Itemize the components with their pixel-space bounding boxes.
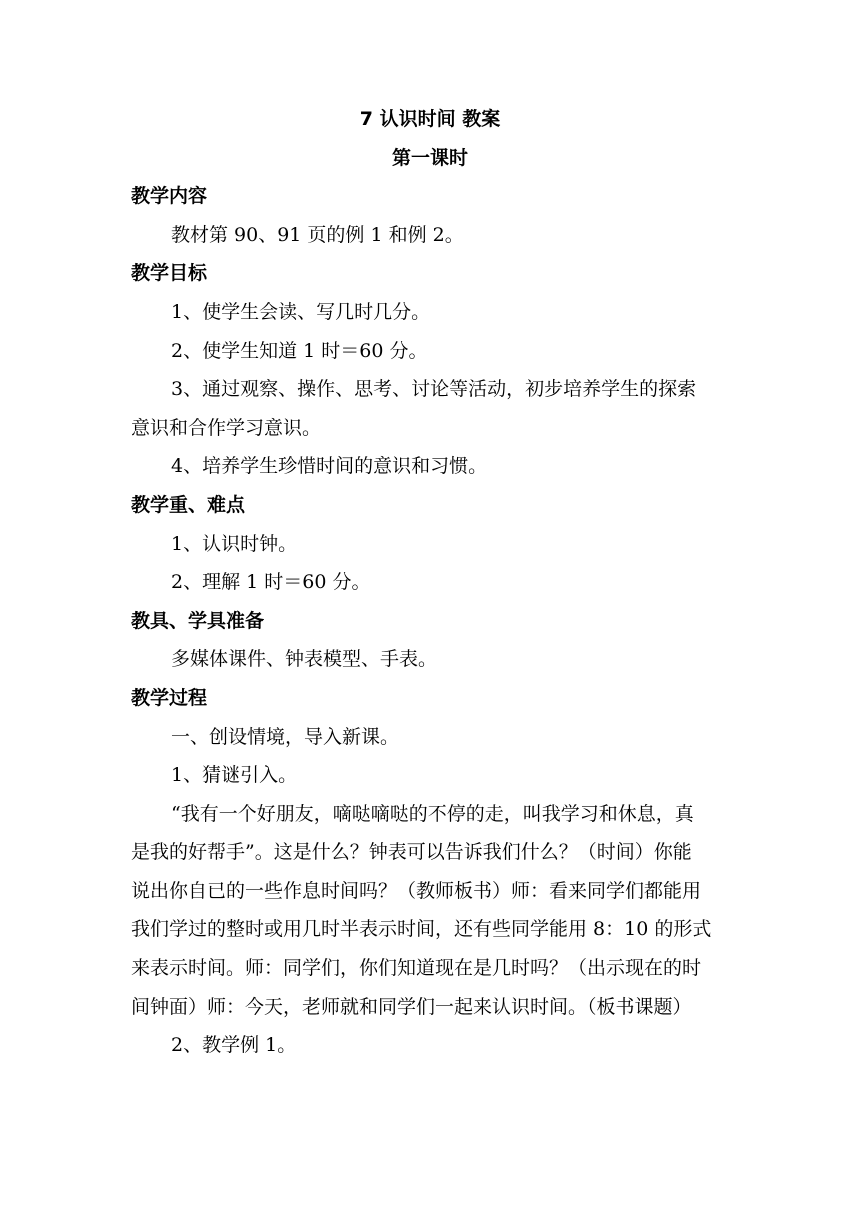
section-heading-content: 教学内容 (131, 185, 208, 208)
process-step-1-2: 2、教学例 1。 (171, 1034, 297, 1057)
process-step-1: 一、创设情境，导入新课。 (171, 725, 400, 748)
document-subtitle: 第一课时 (391, 146, 468, 169)
riddle-paragraph (131, 795, 729, 1027)
section-heading-materials: 教具、学具准备 (131, 609, 265, 632)
goal-item-4: 4、培养学生珍惜时间的意识和习惯。 (171, 455, 488, 478)
section-heading-key-points: 教学重、难点 (131, 493, 246, 516)
key-point-1: 1、认识时钟。 (171, 532, 298, 555)
paragraph-line: 说出你自已的一些作息时间吗？（教师板书）师：看来同学们都能用 (131, 879, 702, 902)
goal-item-3-line-2: 意识和合作学习意识。 (131, 416, 322, 439)
goal-item-1: 1、使学生会读、写几时几分。 (171, 300, 431, 323)
content-text: 教材第 90、91 页的例 1 和例 2。 (171, 223, 464, 246)
document-body (131, 100, 729, 1065)
goal-item-3-line-1: 3、通过观察、操作、思考、讨论等活动，初步培养学生的探索 (171, 378, 697, 401)
section-heading-goals: 教学目标 (131, 262, 208, 285)
key-point-2: 2、理解 1 时＝60 分。 (171, 571, 371, 594)
paragraph-line: 我们学过的整时或用几时半表示时间，还有些同学能用 8：10 的形式 (131, 918, 712, 941)
paragraph-line: 来表示时间。师：同学们，你们知道现在是几时吗？（出示现在的时 (131, 957, 702, 980)
paragraph-line: 间钟面）师：今天，老师就和同学们一起来认识时间。（板书课题） (131, 995, 692, 1018)
paragraph-line: “我有一个好朋友，嘀哒嘀哒的不停的走，叫我学习和休息，真 (171, 802, 694, 825)
materials-text: 多媒体课件、钟表模型、手表。 (171, 648, 438, 671)
paragraph-line: 是我的好帮手”。这是什么？钟表可以告诉我们什么？（时间）你能 (131, 841, 692, 864)
goal-item-2: 2、使学生知道 1 时＝60 分。 (171, 339, 428, 362)
section-heading-process: 教学过程 (131, 686, 208, 709)
process-step-1-1: 1、猜谜引入。 (171, 764, 298, 787)
document-title: 7 认识时间 教案 (359, 108, 501, 130)
